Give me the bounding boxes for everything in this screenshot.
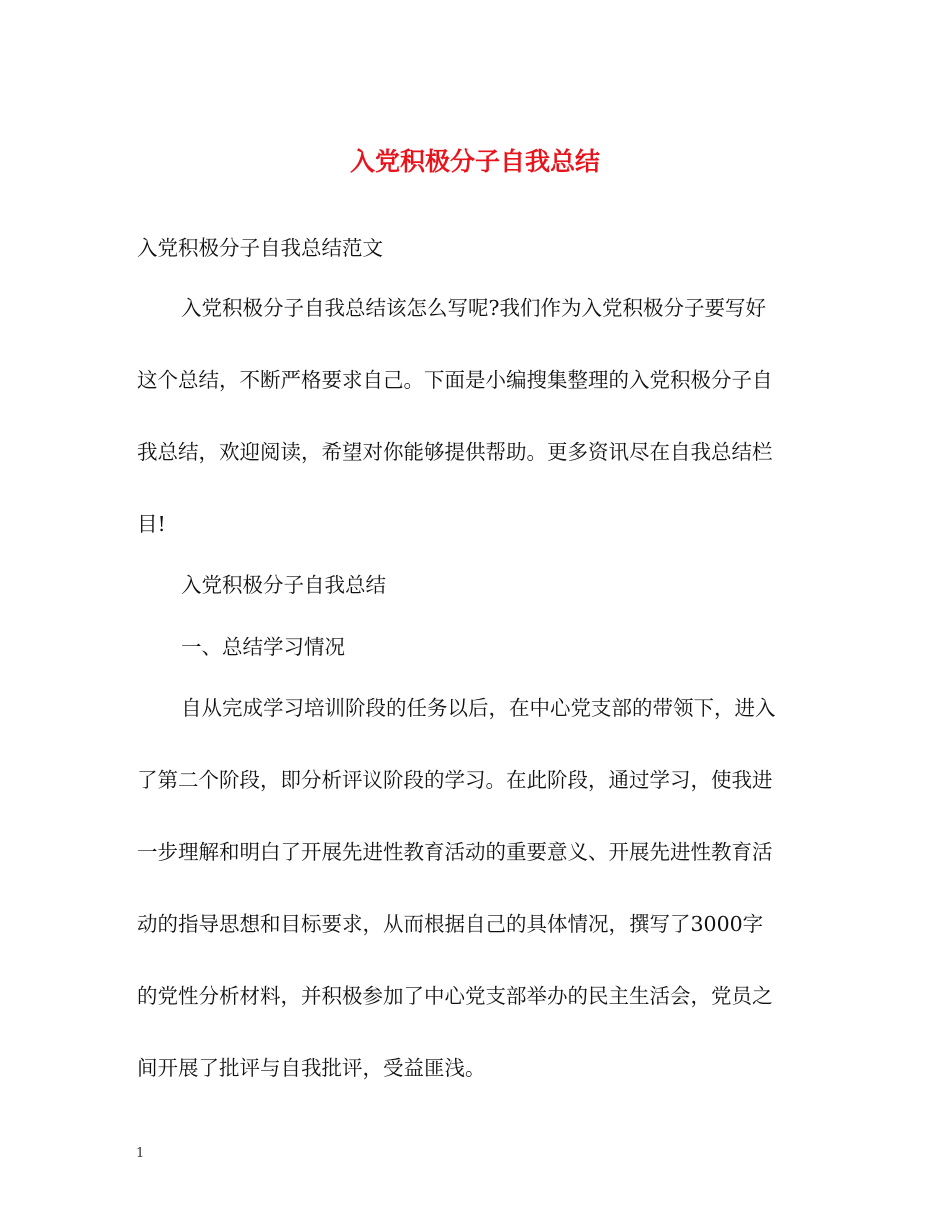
document-title: 入党积极分子自我总结 — [349, 147, 600, 176]
body-line: 我总结，欢迎阅读，希望对你能够提供帮助。更多资讯尽在自我总结栏 — [137, 440, 773, 464]
body-line: 间开展了批评与自我批评，受益匪浅。 — [137, 1056, 486, 1080]
body-line: 的党性分析材料，并积极参加了中心党支部举办的民主生活会，党员之 — [137, 984, 773, 1008]
body-line: 目! — [137, 512, 166, 536]
body-line: 自从完成学习培训阶段的任务以后，在中心党支部的带领下，进入 — [181, 696, 776, 720]
body-line: 一步理解和明白了开展先进性教育活动的重要意义、开展先进性教育活 — [137, 840, 773, 864]
section-heading: 一、总结学习情况 — [181, 635, 345, 659]
body-line: 了第二个阶段，即分析评议阶段的学习。在此阶段，通过学习，使我进 — [137, 768, 773, 792]
body-line: 入党积极分子自我总结该怎么写呢?我们作为入党积极分子要写好 — [181, 296, 766, 320]
page-number: 1 — [136, 1146, 145, 1161]
body-line: 动的指导思想和目标要求，从而根据自己的具体情况，撰写了3000字 — [137, 912, 764, 936]
body-line: 这个总结，不断严格要求自己。下面是小编搜集整理的入党积极分子自 — [137, 368, 773, 392]
subtitle-line: 入党积极分子自我总结范文 — [137, 236, 383, 260]
section-heading: 入党积极分子自我总结 — [181, 573, 386, 597]
